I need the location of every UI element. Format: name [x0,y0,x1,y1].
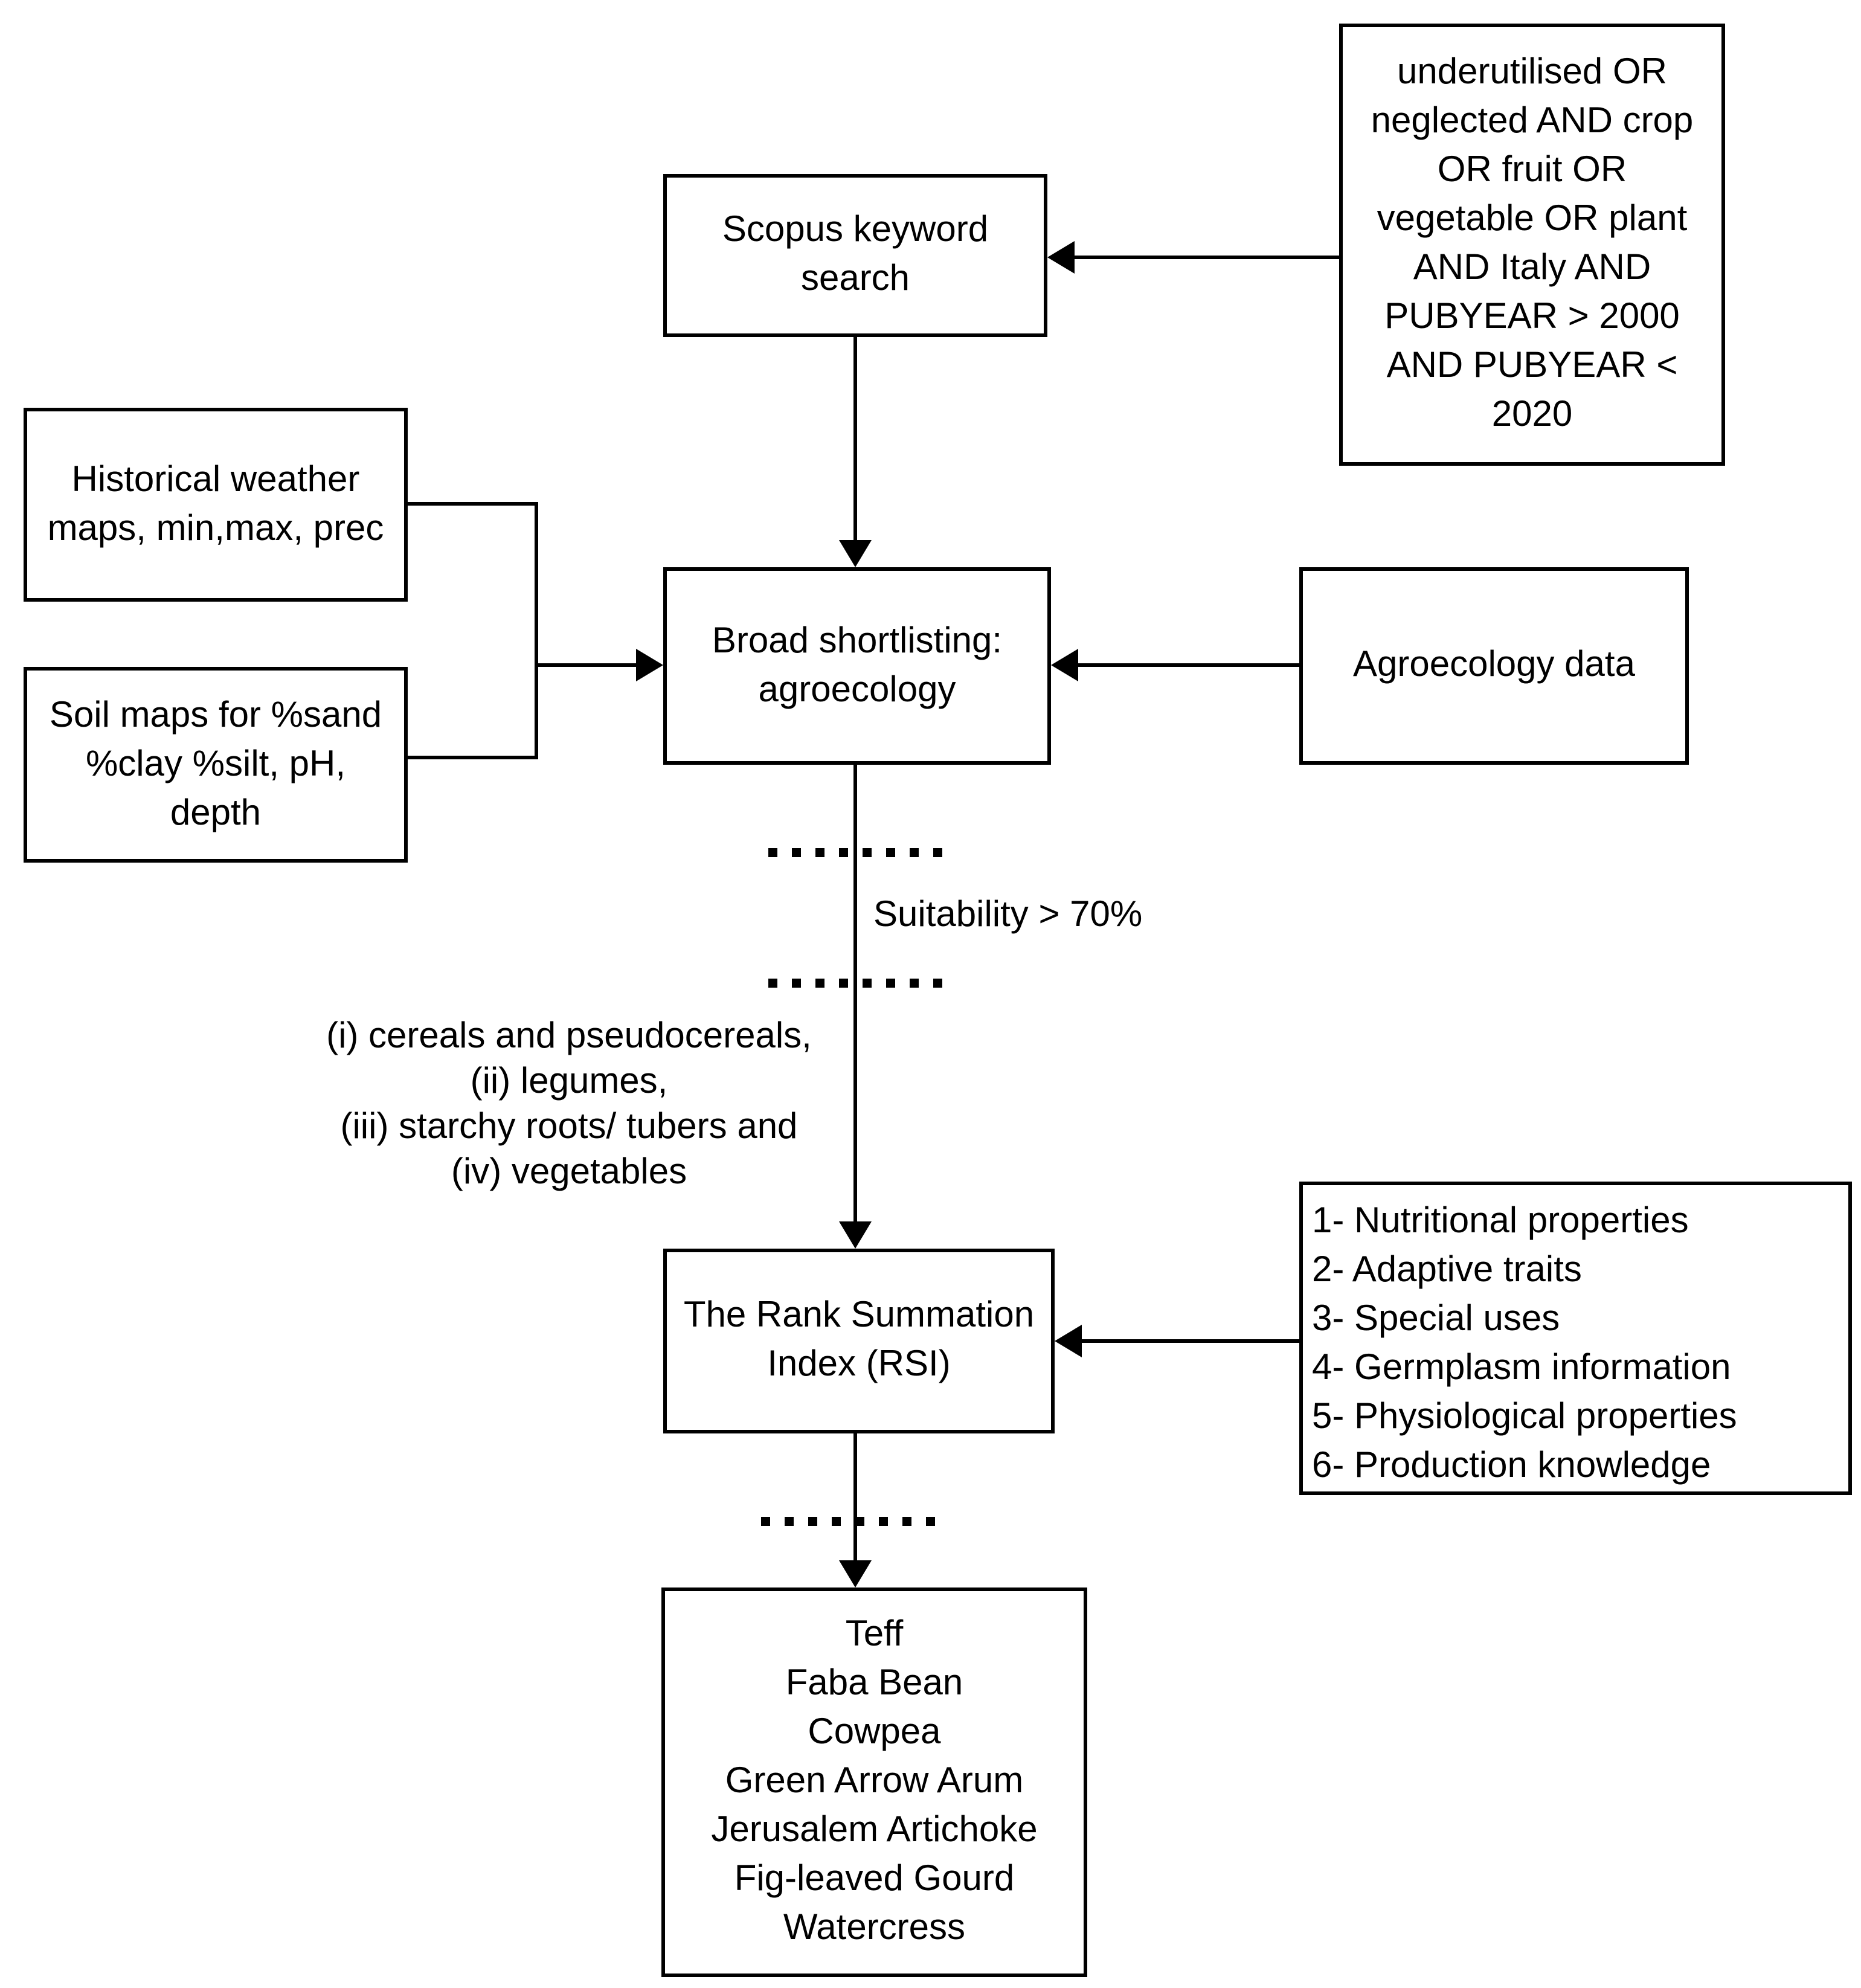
box-text-line: AND Italy AND [1413,248,1651,288]
box-text-line: depth [170,793,262,833]
rsi-box [663,1249,1055,1433]
crop-item: Jerusalem Artichoke [711,1810,1038,1850]
box-text-line: Scopus keyword [722,210,989,250]
criteria-item: 2- Adaptive traits [1312,1250,1582,1290]
connector-historical-stub [408,502,538,506]
criteria-item: 5- Physiological properties [1312,1397,1737,1437]
crop-item: Watercress [783,1908,966,1948]
arrowhead-down-icon [839,540,872,567]
arrowhead-right-icon [636,649,663,681]
category-line: (iii) starchy roots/ tubers and [340,1107,798,1147]
crop-item: Fig-leaved Gourd [734,1859,1015,1899]
shortlisted-crops-box [661,1588,1087,1977]
box-text-line: maps, min,max, prec [47,508,384,548]
crop-item: Cowpea [808,1713,941,1752]
category-line: (iv) vegetables [451,1153,687,1192]
arrow-query-to-scopus [1073,256,1339,259]
arrowhead-down-icon [839,1221,872,1249]
crop-categories-label [279,1015,859,1196]
box-text-line: Historical weather [71,459,360,500]
arrowhead-left-icon [1051,649,1078,681]
box-text-line: AND PUBYEAR < [1386,346,1678,386]
box-text-line: 2020 [1491,395,1573,435]
crop-item: Faba Bean [785,1664,963,1703]
box-text-line: PUBYEAR > 2000 [1384,297,1680,337]
box-text-line: vegetable OR plant [1377,199,1688,239]
dotted-separator-3 [761,1517,950,1526]
arrowhead-down-icon [839,1560,872,1588]
box-text-line: %clay %silt, pH, [85,744,346,784]
agroecology-data-box [1299,567,1689,765]
scopus-keyword-search-box [663,174,1047,337]
connector-soil-stub [408,756,538,759]
box-text-line: OR fruit OR [1437,150,1627,190]
category-line: (ii) legumes, [470,1062,668,1102]
box-text-line: underutilised OR [1397,53,1667,92]
criteria-item: 3- Special uses [1312,1299,1560,1339]
arrowhead-left-icon [1055,1325,1082,1357]
box-text-line: search [800,259,910,299]
arrowhead-left-icon [1047,241,1075,274]
box-text-line: Index (RSI) [767,1345,951,1385]
box-text-line: neglected AND crop [1371,101,1694,141]
arrow-criteria-to-rsi [1080,1339,1299,1343]
ranking-criteria-box [1299,1182,1852,1495]
arrow-rsi-to-results [853,1433,857,1560]
box-text-line: Soil maps for %sand [49,695,382,735]
broad-shortlisting-box [663,567,1051,765]
crop-item: Teff [845,1615,904,1655]
criteria-item: 6- Production knowledge [1312,1446,1711,1486]
box-text-line: Broad shortlisting: [712,620,1003,661]
crop-item: Green Arrow Arum [725,1761,1024,1801]
dotted-separator-2 [768,979,953,988]
soil-maps-box [24,667,408,863]
box-text-line: The Rank Summation [683,1296,1035,1336]
dotted-separator-1 [768,848,953,857]
arrow-scopus-to-broad [853,337,857,542]
criteria-item: 4- Germplasm information [1312,1348,1731,1388]
category-line: (i) cereals and pseudocereals, [326,1017,812,1057]
box-text-line: Agroecology data [1352,645,1635,685]
box-text-line: agroecology [758,669,956,710]
arrow-agroecology-to-broad [1076,663,1299,667]
criteria-item: 1- Nutritional properties [1312,1201,1689,1241]
historical-weather-box [24,408,408,602]
arrow-inputs-to-broad [538,663,638,667]
scopus-query-string-box [1339,24,1725,466]
suitability-threshold-label: Suitability > 70% [873,895,1143,935]
connector-bracket-vertical [535,502,538,759]
